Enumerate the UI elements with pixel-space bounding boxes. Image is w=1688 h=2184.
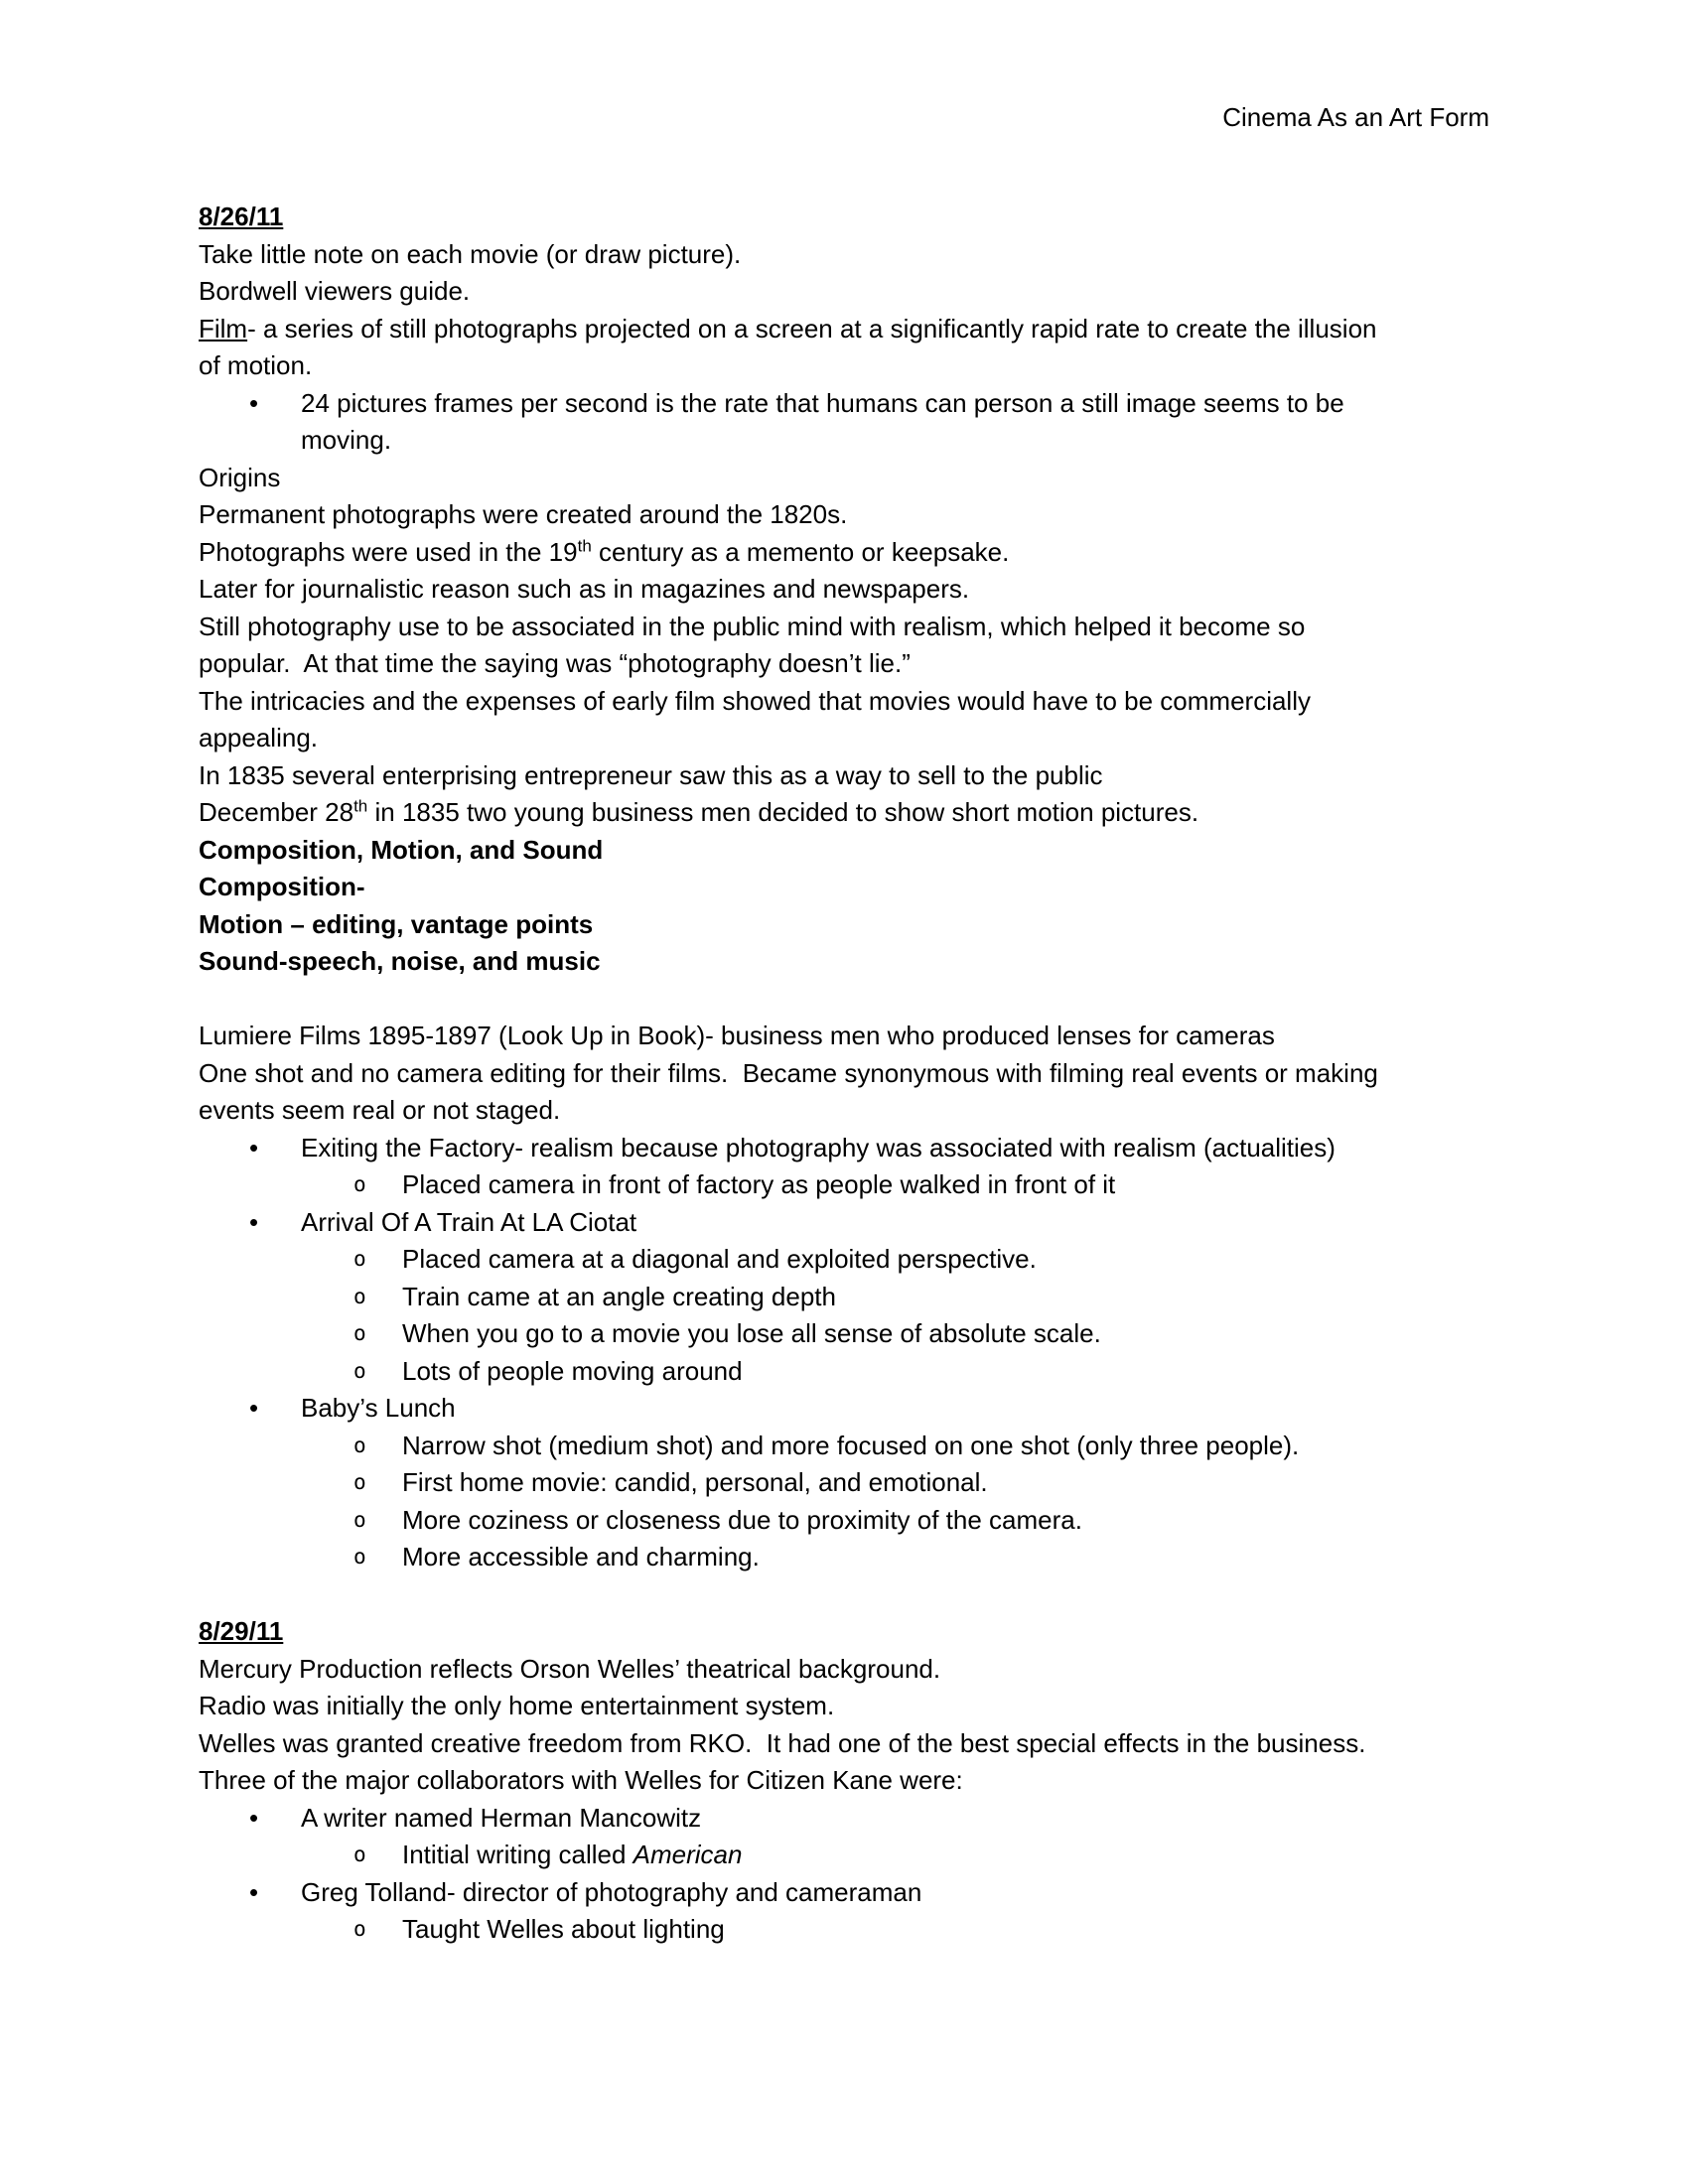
bullet-marker: •	[249, 1802, 259, 1833]
bullet-marker: •	[249, 1132, 259, 1162]
blank-line	[199, 981, 1519, 1019]
bullet-marker: •	[249, 1206, 259, 1237]
bullet-text: Arrival Of A Train At LA Ciotat	[301, 1206, 637, 1237]
note-line-text: in 1835 two young business men decided to show short motion pictures.	[367, 797, 1199, 827]
sub-bullet-item	[199, 1166, 1519, 1204]
sub-bullet-text: Intitial writing called	[402, 1840, 633, 1869]
bullet-marker: •	[249, 1876, 259, 1907]
sub-bullet-text: Narrow shot (medium shot) and more focused on one shot (only three people).	[402, 1430, 1300, 1460]
sub-bullet-marker: o	[353, 1843, 366, 1866]
sub-bullet-item	[199, 1539, 1519, 1576]
bullet-continuation: moving.	[301, 425, 392, 455]
sub-bullet-text: More coziness or closeness due to proximity of the camera.	[402, 1504, 1082, 1535]
note-line: Lumiere Films 1895-1897 (Look Up in Book)- business men who produced lenses for cameras	[199, 1021, 1275, 1050]
sub-bullet-marker: o	[353, 1507, 366, 1532]
note-line-text: Photographs were used in the 19	[199, 536, 578, 567]
bold-heading-line: Motion – editing, vantage points	[199, 908, 594, 939]
sub-bullet-text: Placed camera in front of factory as people walked in front of it	[402, 1169, 1116, 1199]
sub-bullet-marker: o	[353, 1284, 366, 1308]
italic-title: American	[633, 1840, 743, 1869]
sub-bullet-text: When you go to a movie you lose all sense of absolute scale.	[402, 1318, 1101, 1348]
note-line: Origins	[199, 462, 281, 492]
note-line: Take little note on each movie (or draw picture).	[199, 238, 742, 269]
note-line-continuation: events seem real or not staged.	[199, 1095, 561, 1125]
sub-bullet-text: More accessible and charming.	[402, 1542, 760, 1571]
superscript: th	[577, 535, 592, 555]
underlined-term: Film	[199, 313, 248, 343]
sub-bullet-marker: o	[353, 1470, 366, 1494]
sub-bullet-text: Placed camera at a diagonal and exploited perspective.	[402, 1244, 1037, 1274]
bullet-item	[199, 1390, 1519, 1428]
note-line: Later for journalistic reason such as in magazines and newspapers.	[199, 574, 970, 604]
sub-bullet-item	[199, 1279, 1519, 1316]
sub-bullet-item	[199, 1315, 1519, 1353]
note-line-continuation: of motion.	[199, 350, 313, 380]
note-line: Radio was initially the only home entertainment system.	[199, 1691, 835, 1720]
bold-heading-line: Composition-	[199, 872, 365, 901]
bullet-marker: •	[249, 387, 259, 418]
bullet-text: Greg Tolland- director of photography and cameraman	[301, 1876, 922, 1907]
blank-line	[199, 1576, 1519, 1614]
bullet-text: A writer named Herman Mancowitz	[301, 1802, 702, 1833]
note-line: Bordwell viewers guide.	[199, 276, 471, 306]
sub-bullet-item	[199, 1911, 1519, 1949]
bold-heading-line: Sound-speech, noise, and music	[199, 946, 601, 976]
sub-bullet-item	[199, 1464, 1519, 1502]
note-line-continuation: popular. At that time the saying was “photography doesn’t lie.”	[199, 648, 911, 678]
bullet-item	[199, 1204, 1519, 1242]
note-line: Still photography use to be associated in the public mind with realism, which helped it become so	[199, 611, 1306, 641]
bullet-text: 24 pictures frames per second is the rate that humans can person a still image seems to be	[301, 387, 1344, 418]
note-line	[199, 534, 1519, 572]
bold-heading-line: Composition, Motion, and Sound	[199, 834, 604, 865]
bullet-item	[199, 1800, 1519, 1838]
sub-bullet-text: Train came at an angle creating depth	[402, 1281, 836, 1311]
superscript: th	[353, 796, 368, 816]
notes-body	[199, 199, 1519, 1949]
note-line-text: - a series of still photographs projected on a screen at a significantly rapid rate to create the illusion	[247, 313, 1377, 343]
sub-bullet-text: Taught Welles about lighting	[402, 1914, 725, 1944]
page-header-title: Cinema As an Art Form	[1222, 102, 1489, 132]
note-line: The intricacies and the expenses of early film showed that movies would have to be commercially	[199, 685, 1311, 716]
sub-bullet-item	[199, 1353, 1519, 1391]
note-line	[199, 794, 1519, 832]
sub-bullet-marker: o	[353, 1917, 366, 1941]
note-line: Permanent photographs were created around the 1820s.	[199, 499, 848, 529]
note-line: Welles was granted creative freedom from RKO. It had one of the best special effects in the business.	[199, 1727, 1366, 1758]
note-line-continuation: appealing.	[199, 723, 318, 752]
sub-bullet-marker: o	[353, 1358, 366, 1383]
sub-bullet-item	[199, 1837, 1519, 1874]
date-heading: 8/26/11	[199, 202, 284, 231]
sub-bullet-item	[199, 1241, 1519, 1279]
sub-bullet-marker: o	[353, 1433, 366, 1457]
note-line: Three of the major collaborators with Welles for Citizen Kane were:	[199, 1765, 963, 1795]
note-line-text: December 28	[199, 797, 354, 827]
sub-bullet-text: First home movie: candid, personal, and emotional.	[402, 1467, 988, 1497]
date-heading: 8/29/11	[199, 1616, 284, 1646]
note-line	[199, 311, 1519, 348]
sub-bullet-item	[199, 1428, 1519, 1465]
sub-bullet-text: Lots of people moving around	[402, 1355, 743, 1386]
note-line: In 1835 several enterprising entrepreneur saw this as a way to sell to the public	[199, 759, 1103, 790]
note-line: Mercury Production reflects Orson Welles’ theatrical background.	[199, 1653, 941, 1684]
sub-bullet-marker: o	[353, 1172, 366, 1196]
note-line-text: century as a memento or keepsake.	[591, 536, 1010, 567]
note-line: One shot and no camera editing for their films. Became synonymous with filming real events or making	[199, 1057, 1378, 1088]
bullet-item	[199, 1130, 1519, 1167]
sub-bullet-marker: o	[353, 1247, 366, 1271]
bullet-text: Baby’s Lunch	[301, 1393, 456, 1423]
sub-bullet-marker: o	[353, 1545, 366, 1569]
bullet-text: Exiting the Factory- realism because photography was associated with realism (actualities)	[301, 1132, 1336, 1162]
bullet-item	[199, 1874, 1519, 1912]
bullet-marker: •	[249, 1393, 259, 1423]
sub-bullet-marker: o	[353, 1321, 366, 1345]
bullet-item	[199, 385, 1519, 423]
sub-bullet-item	[199, 1502, 1519, 1540]
